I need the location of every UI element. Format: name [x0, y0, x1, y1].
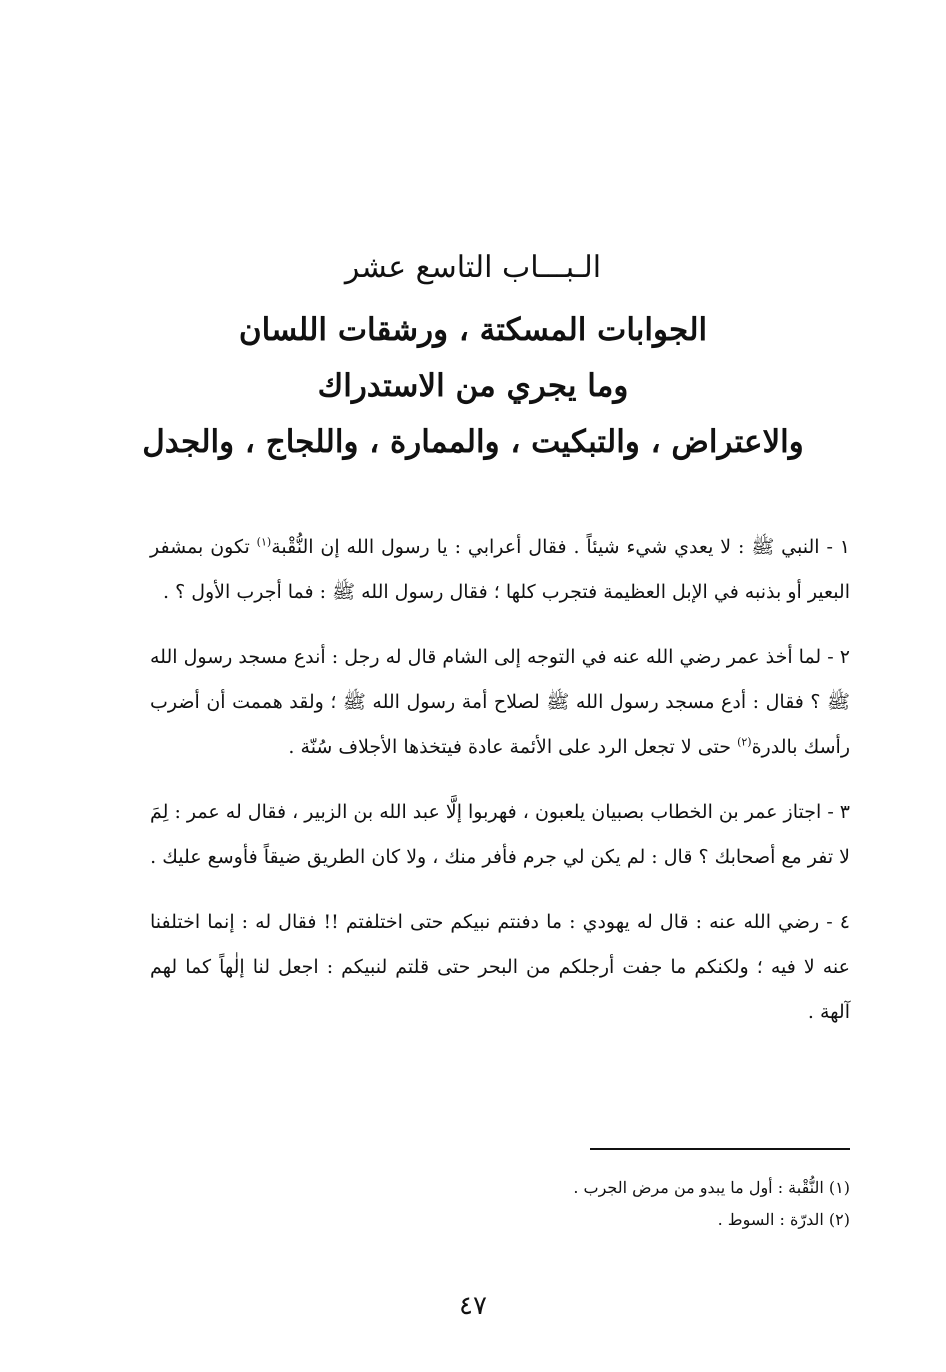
- paragraph-3: [150, 790, 850, 880]
- paragraph-4: [150, 900, 850, 1035]
- chapter-label: الـبـــاب التاسع عشر: [344, 250, 602, 285]
- paragraph-text: تكون بمشفر البعير أو بذنبه في الإبل العظيمة فتجرب كلها ؛ فقال رسول الله ﷺ : فما أجرب الأول ؟ .: [150, 536, 850, 603]
- footnote-marker-1: (١): [256, 535, 272, 549]
- paragraph-text: ٢ - لما أخذ عمر رضي الله عنه في التوجه إلى الشام قال له رجل : أندع مسجد رسول الله ﷺ ؟ فقال : أدع مسجد رسول الله ﷺ لصلاح أمة رسول الله ﷺ ؛ ولقد هممت أن أضرب رأسك بالدرة: [150, 646, 850, 758]
- footnote-2: (٢) الدرّة : السوط .: [717, 1210, 850, 1229]
- page-body: [150, 525, 850, 1055]
- chapter-title-line-2: وما يجري من الاستدراك: [317, 368, 629, 404]
- footnote-1: (١) النُّقْبة : أول ما يبدو من مرض الجرب .: [573, 1178, 850, 1197]
- paragraph-1: [150, 525, 850, 615]
- footnote-marker-2: (٢): [737, 735, 752, 749]
- chapter-header: [120, 248, 826, 470]
- chapter-title-line-3: والاعتراض ، والتبكيت ، والممارة ، واللجاج ، والجدل: [142, 424, 804, 460]
- paragraph-text: حتى لا تجعل الرد على الأئمة عادة فيتخذها الأجلاف سُنّة .: [288, 736, 738, 758]
- paragraph-text: ٤ - رضي الله عنه : قال له يهودي : ما دفنتم نبيكم حتى اختلفتم !! فقال له : إنما اختلفنا عنه لا فيه ؛ ولكنكم ما جفت أرجلكم من البحر حتى قلتم لنبيكم : اجعل لنا إلٰهاً كما لهم آلهة .: [150, 911, 850, 1023]
- paragraph-text: ١ - النبي ﷺ : لا يعدي شيء شيئاً . فقال أعرابي : يا رسول الله إن النُّقْبة: [271, 536, 850, 558]
- footnote-divider: [590, 1148, 850, 1150]
- chapter-title-line-1: الجوابات المسكتة ، ورشقات اللسان: [238, 312, 708, 348]
- paragraph-text: ٣ - اجتاز عمر بن الخطاب بصبيان يلعبون ، فهربوا إلَّا عبد الله بن الزبير ، فقال له عمر : لِمَ لا تفر مع أصحابك ؟ قال : لم يكن لي جرم فأفر منك ، ولا كان الطريق ضيقاً فأوسع عليك .: [150, 801, 850, 868]
- paragraph-2: [150, 635, 850, 770]
- page-number: ٤٧: [459, 1291, 487, 1321]
- footnotes: [150, 1172, 850, 1236]
